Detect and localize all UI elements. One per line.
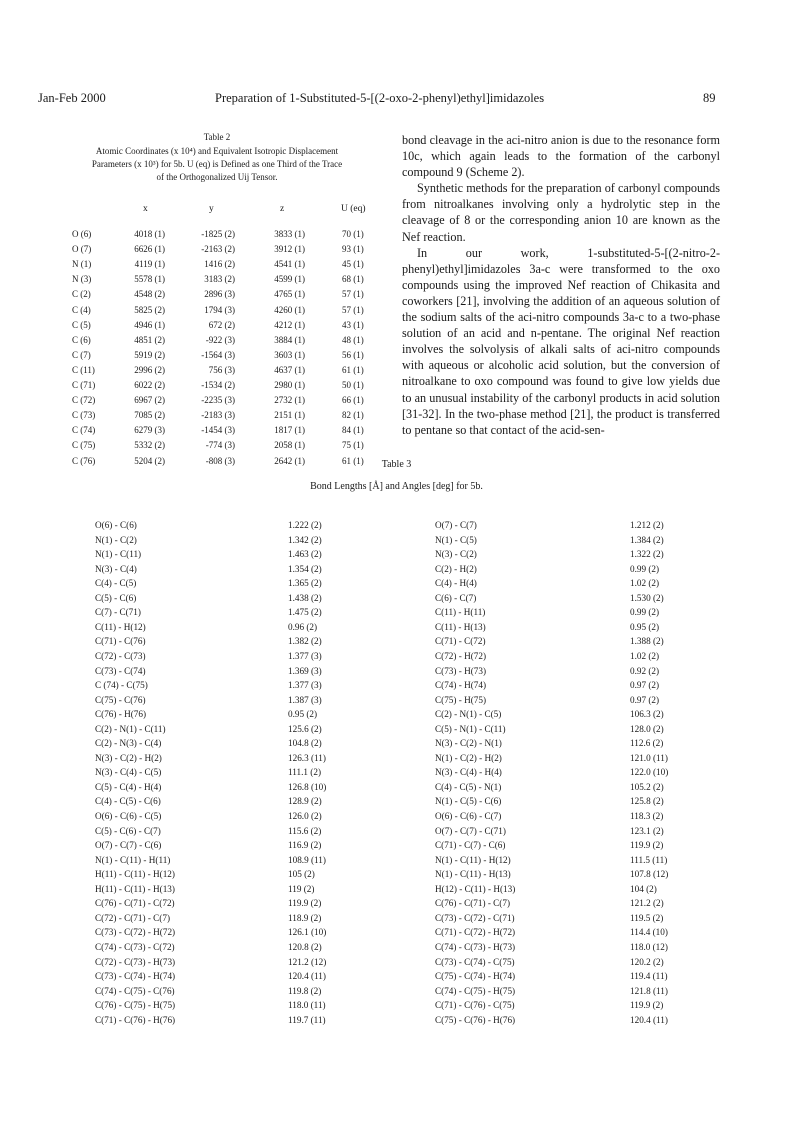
bond-value: 126.3 (11) [288,752,326,763]
coord-y: -808 (3) [205,455,235,466]
table3-row [0,724,793,738]
table3-row [0,942,793,956]
atom-label: C (4) [72,304,91,315]
bond-label: N(1) - C(2) [95,534,137,545]
bond-value: 107.8 (12) [630,869,669,880]
table3-row [0,651,793,665]
table3-row [0,535,793,549]
table3-row [0,549,793,563]
coord-y: -922 (3) [205,334,235,345]
coord-x: 2996 (2) [134,364,165,375]
bond-value: 120.4 (11) [630,1014,668,1025]
table3-row [0,811,793,825]
coord-z: 2980 (1) [274,380,305,390]
bond-value: 123.1 (2) [630,825,664,836]
ueq: 82 (1) [342,410,364,421]
coord-x: 4851 (2) [134,334,165,345]
table3-row [0,869,793,883]
bond-label: C(76) - H(76) [95,709,147,720]
ueq: 61 (1) [342,455,364,466]
ueq: 70 (1) [342,229,364,239]
ueq: 57 (1) [342,289,364,300]
bond-value: 119.9 (2) [630,1000,664,1011]
bond-value: 1.388 (2) [630,636,664,647]
bond-value: 118.0 (12) [630,941,668,952]
table2-row [0,335,400,350]
atom-label: C (72) [72,395,96,406]
coord-y: -1825 (2) [201,229,235,239]
table3-label: Table 3 [381,459,412,470]
bond-value: 121.2 (2) [630,898,664,909]
bond-value: 126.8 (10) [288,781,327,792]
atom-label: C (76) [72,455,96,466]
bond-label: N(1) - C(2) - H(2) [435,752,502,763]
table2-row [0,350,400,365]
bond-label: C(4) - C(5) - N(1) [435,781,502,792]
table2-col-y: y [209,204,214,214]
table3-row [0,607,793,621]
coord-x: 7085 (2) [134,410,165,421]
bond-value: 119.4 (11) [630,971,668,982]
table3-row [0,855,793,869]
table3-row [0,986,793,1000]
table2-row [0,395,400,410]
coord-x: 4548 (2) [134,289,165,300]
coord-z: 2732 (1) [274,395,305,406]
paragraph: In our work, 1-substituted-5-[(2-nitro-2-phenyl)ethyl]imidazoles 3a-c were transformed to the oxo compounds using the improved Nef reaction of Chikasita and coworkers [21], involving the addition of an aqueous solution of the sodium salts of the aci-nitro compounds 3a-c to a two-phase solution of an acid and n-pentane. The original Nef reaction involves the solvolysis of alkali salts of aci-nitro compounds with aqueous or alcoholic acid solution, but the conversion of nitroalkane to oxo compound was found to give low yields due to an unusual instability of the carbonyl products in acid solution [31-32]. In the two-phase method [21], the product is transferred to pentane so that contact of the acid-sen- [402,245,720,437]
coord-y: -1564 (3) [201,349,235,360]
bond-value: 1.377 (3) [288,680,322,691]
table2-label: Table 2 [203,132,231,142]
bond-value: 104.8 (2) [288,738,322,749]
bond-value: 1.377 (3) [288,650,322,661]
atom-label: C (74) [72,425,96,436]
bond-value: 0.99 (2) [630,563,660,574]
atom-label: O (7) [72,244,92,255]
table3-row [0,1000,793,1014]
bond-value: 0.95 (2) [630,621,660,632]
coord-z: 4637 (1) [274,364,305,375]
bond-value: 115.6 (2) [288,825,322,836]
bond-value: 0.95 (2) [288,709,318,720]
bond-label: N(3) - C(2) - H(2) [95,752,162,763]
bond-value: 1.365 (2) [288,578,322,589]
bond-value: 1.02 (2) [630,650,660,661]
bond-label: C(75) - C(76) - H(76) [435,1014,516,1025]
table2-row [0,305,400,320]
bond-label: C(74) - H(74) [435,680,487,691]
bond-label: C(72) - H(72) [435,650,487,661]
bond-label: C(71) - C(76) [95,636,146,647]
bond-value: 125.8 (2) [630,796,664,807]
bond-label: O(7) - C(7) [435,520,477,530]
page-number: 89 [703,91,716,105]
bond-label: C(71) - C(72) - H(72) [435,927,516,938]
bond-value: 122.0 (10) [630,767,669,778]
coord-x: 6626 (1) [134,244,165,255]
atom-label: C (73) [72,410,96,421]
bond-label: C(5) - C(4) - H(4) [95,781,162,792]
table3-caption: Bond Lengths [Å] and Angles [deg] for 5b. [310,481,483,492]
bond-value: 111.1 (2) [288,767,321,778]
coord-z: 3912 (1) [274,244,305,255]
ueq: 43 (1) [342,319,364,330]
coord-z: 4599 (1) [274,274,305,285]
bond-value: 1.438 (2) [288,592,322,603]
bond-label: C(73) - C(72) - C(71) [435,912,515,923]
table2-col-z: z [280,204,285,214]
bond-value: 120.8 (2) [288,941,322,952]
coord-z: 4212 (1) [274,319,305,330]
bond-value: 118.0 (11) [288,1000,326,1011]
bond-label: N(3) - C(4) - H(4) [435,767,502,778]
bond-value: 118.3 (2) [630,811,664,821]
bond-label: C(73) - C(72) - H(72) [95,927,176,938]
coord-x: 6279 (3) [134,425,165,436]
atom-label: C (71) [72,380,96,390]
bond-label: C(72) - C(73) - H(73) [95,956,176,967]
atom-label: C (11) [72,364,95,375]
bond-value: 128.0 (2) [630,723,664,734]
table3-row [0,826,793,840]
coord-z: 3603 (1) [274,349,305,360]
bond-label: C(2) - H(2) [435,563,477,574]
coord-x: 4119 (1) [134,259,165,270]
bond-value: 105 (2) [288,869,315,880]
body-text [402,132,720,438]
bond-label: C(74) - C(75) - H(75) [435,985,516,996]
bond-label: C(71) - C(72) [435,636,486,647]
coord-y: -1534 (2) [201,380,235,390]
coord-x: 5919 (2) [134,349,165,360]
coord-x: 5332 (2) [134,440,165,451]
coord-z: 4260 (1) [274,304,305,315]
bond-value: 121.8 (11) [630,985,668,996]
ueq: 45 (1) [342,259,364,270]
bond-label: N(1) - C(11) [95,549,142,560]
bond-value: 119.7 (11) [288,1014,326,1025]
table3-row [0,520,793,534]
bond-value: 116.9 (2) [288,840,322,851]
table2-row [0,259,400,274]
table3-row [0,680,793,694]
table3-row [0,898,793,912]
bond-label: H(12) - C(11) - H(13) [435,883,516,894]
atom-label: C (2) [72,289,91,300]
table3-row [0,957,793,971]
table3-row [0,564,793,578]
bond-value: 121.2 (12) [288,956,327,967]
bond-label: C(76) - C(71) - C(7) [435,898,511,909]
table3-row [0,593,793,607]
table2-row [0,289,400,304]
coord-z: 4765 (1) [274,289,305,300]
bond-value: 0.99 (2) [630,607,660,618]
bond-label: C(71) - C(76) - C(75) [435,1000,515,1011]
bond-label: C(73) - H(73) [435,665,487,676]
bond-label: C(2) - N(3) - C(4) [95,738,162,749]
bond-label: N(1) - C(5) - C(6) [435,796,502,807]
coord-y: 3183 (2) [204,274,235,285]
table3-row [0,1015,793,1029]
paragraph: bond cleavage in the aci-nitro anion is due to the resonance form 10c, which again leads to the formation of the carbonyl compound 9 (Scheme 2). [402,133,720,180]
bond-label: C(11) - H(13) [435,621,486,632]
coord-z: 2642 (1) [274,455,305,466]
bond-value: 118.9 (2) [288,912,322,923]
bond-value: 1.222 (2) [288,520,322,530]
bond-value: 121.0 (11) [630,752,668,763]
atom-label: N (1) [72,259,92,270]
bond-label: N(1) - C(11) - H(13) [435,869,511,880]
bond-value: 119.9 (2) [288,898,322,909]
bond-label: C (74) - C(75) [95,680,148,691]
paragraph: Synthetic methods for the preparation of carbonyl compounds from nitroalkanes involving only a hydrolytic step in the cleavage of 8 or the corresponding anion 10 are known as the Nef reaction. [402,181,720,244]
ueq: 68 (1) [342,274,364,285]
bond-label: C(76) - C(75) - H(75) [95,1000,176,1011]
bond-label: N(1) - C(11) - H(11) [95,854,171,865]
bond-label: C(74) - C(73) - C(72) [95,941,175,952]
table2-row [0,274,400,289]
coord-z: 2058 (1) [274,440,305,451]
bond-value: 119.9 (2) [630,840,664,851]
ueq: 75 (1) [342,440,364,451]
coord-y: -774 (3) [205,440,235,451]
ueq: 66 (1) [342,395,364,406]
bond-value: 1.463 (2) [288,549,322,560]
bond-value: 1.354 (2) [288,563,322,574]
bond-label: H(11) - C(11) - H(12) [95,869,175,880]
bond-value: 1.382 (2) [288,636,322,647]
coord-y: 1794 (3) [204,304,235,315]
bond-value: 112.6 (2) [630,738,664,749]
table2-col-x: x [143,204,148,214]
coord-y: -2235 (3) [201,395,235,406]
running-header-title: Preparation of 1-Substituted-5-[(2-oxo-2-phenyl)ethyl]imidazoles [215,91,545,105]
atom-label: C (7) [72,349,91,360]
atom-label: N (3) [72,274,92,285]
bond-value: 0.97 (2) [630,680,660,691]
bond-label: O(7) - C(7) - C(6) [95,840,162,851]
bond-value: 1.212 (2) [630,520,664,530]
ueq: 93 (1) [342,244,364,255]
table3-row [0,695,793,709]
ueq: 50 (1) [342,380,364,390]
bond-label: N(3) - C(4) [95,563,137,574]
bond-value: 1.384 (2) [630,534,664,545]
bond-value: 0.97 (2) [630,694,660,705]
table3-row [0,578,793,592]
bond-value: 1.322 (2) [630,549,664,560]
bond-value: 125.6 (2) [288,723,322,734]
bond-label: C(11) - H(11) [435,607,486,618]
bond-label: C(73) - C(74) [95,665,146,676]
bond-label: C(75) - H(75) [435,694,487,705]
bond-value: 1.387 (3) [288,694,322,705]
table3-row [0,971,793,985]
table2-caption-line: of the Orthogonalized Uij Tensor. [156,172,278,182]
coord-z: 2151 (1) [274,410,305,421]
coord-z: 4541 (1) [274,259,305,270]
coord-y: 1416 (2) [204,259,235,270]
coord-y: -1454 (3) [201,425,235,436]
coord-x: 4946 (1) [134,319,165,330]
atom-label: O (6) [72,229,92,239]
bond-label: C(73) - C(74) - H(74) [95,971,176,982]
table2-row [0,244,400,259]
bond-label: N(1) - C(5) [435,534,477,545]
bond-value: 1.369 (3) [288,665,322,676]
bond-label: C(75) - C(74) - H(74) [435,971,516,982]
table3-row [0,666,793,680]
bond-value: 114.4 (10) [630,927,668,938]
bond-value: 1.02 (2) [630,578,660,589]
bond-label: C(6) - C(7) [435,592,477,603]
table2-row [0,365,400,380]
bond-value: 0.96 (2) [288,621,318,632]
bond-value: 119.5 (2) [630,912,664,923]
table3-row [0,709,793,723]
atom-label: C (5) [72,319,91,330]
bond-label: C(5) - N(1) - C(11) [435,723,506,734]
bond-label: O(6) - C(6) [95,520,137,530]
coord-z: 1817 (1) [274,425,305,436]
bond-label: N(3) - C(4) - C(5) [95,767,162,778]
bond-label: O(6) - C(6) - C(5) [95,811,162,821]
bond-value: 120.2 (2) [630,956,664,967]
bond-value: 126.0 (2) [288,811,322,821]
ueq: 57 (1) [342,304,364,315]
bond-value: 126.1 (10) [288,927,327,938]
table3-row [0,927,793,941]
bond-label: H(11) - C(11) - H(13) [95,883,175,894]
bond-value: 119.8 (2) [288,985,322,996]
running-header-date: Jan-Feb 2000 [38,91,106,105]
bond-label: N(1) - C(11) - H(12) [435,854,511,865]
bond-label: C(72) - C(71) - C(7) [95,912,171,923]
bond-label: O(7) - C(7) - C(71) [435,825,506,836]
bond-label: C(5) - C(6) - C(7) [95,825,161,836]
bond-label: C(2) - N(1) - C(5) [435,709,502,720]
coord-x: 5825 (2) [134,304,165,315]
bond-value: 0.92 (2) [630,665,660,676]
bond-value: 1.475 (2) [288,607,322,618]
bond-label: C(11) - H(12) [95,621,146,632]
bond-label: C(72) - C(73) [95,650,146,661]
bond-label: O(6) - C(6) - C(7) [435,811,502,821]
bond-label: C(4) - H(4) [435,578,477,589]
table3-row [0,884,793,898]
table2-row [0,425,400,440]
coord-x: 6022 (2) [134,380,165,390]
bond-label: C(4) - C(5) [95,578,137,589]
bond-label: C(4) - C(5) - C(6) [95,796,161,807]
bond-label: C(75) - C(76) [95,694,146,705]
ueq: 61 (1) [342,364,364,375]
table3-row [0,622,793,636]
bond-label: N(3) - C(2) - N(1) [435,738,502,749]
table2-caption-line: Parameters (x 10³) for 5b. U (eq) is Defined as one Third of the Trace [91,159,343,169]
table2-col-ueq: U (eq) [341,204,366,214]
table3-row [0,796,793,810]
coord-x: 6967 (2) [134,395,165,406]
bond-value: 108.9 (11) [288,854,326,865]
atom-label: C (6) [72,334,91,345]
bond-label: C(71) - C(76) - H(76) [95,1014,176,1025]
coord-z: 3833 (1) [274,229,305,239]
coord-x: 4018 (1) [134,229,165,239]
table2-row [0,229,400,244]
bond-label: C(74) - C(73) - H(73) [435,941,516,952]
ueq: 48 (1) [342,334,364,345]
coord-y: 2896 (3) [204,289,235,300]
table3-row [0,767,793,781]
coord-x: 5578 (1) [134,274,165,285]
bond-value: 104 (2) [630,883,657,894]
table2-caption-line: Atomic Coordinates (x 10⁴) and Equivalent Isotropic Displacement [95,146,339,156]
table3-row [0,753,793,767]
table3-row [0,738,793,752]
bond-value: 106.3 (2) [630,709,664,720]
coord-y: -2163 (2) [201,244,235,255]
table2-row [0,380,400,395]
table3-row [0,840,793,854]
bond-value: 120.4 (11) [288,971,326,982]
coord-z: 3884 (1) [274,334,305,345]
bond-label: C(76) - C(71) - C(72) [95,898,175,909]
table3-row [0,913,793,927]
bond-label: N(3) - C(2) [435,549,477,560]
ueq: 84 (1) [342,425,364,436]
ueq: 56 (1) [342,349,364,360]
bond-value: 119 (2) [288,883,315,894]
coord-y: -2183 (3) [201,410,235,421]
bond-label: C(5) - C(6) [95,592,137,603]
table3-row [0,782,793,796]
coord-x: 5204 (2) [134,455,165,466]
table2-row [0,440,400,455]
table2-row [0,320,400,335]
bond-value: 111.5 (11) [630,854,668,865]
bond-label: C(7) - C(71) [95,607,141,618]
table2-row [0,410,400,425]
coord-y: 672 (2) [208,319,235,330]
bond-label: C(74) - C(75) - C(76) [95,985,175,996]
bond-value: 105.2 (2) [630,781,664,792]
atom-label: C (75) [72,440,96,451]
bond-label: C(2) - N(1) - C(11) [95,723,166,734]
table3-row [0,636,793,650]
bond-value: 1.342 (2) [288,534,322,545]
bond-label: C(73) - C(74) - C(75) [435,956,515,967]
table2-caption [42,145,392,184]
coord-y: 756 (3) [208,364,235,375]
bond-value: 1.530 (2) [630,592,664,603]
bond-label: C(71) - C(7) - C(6) [435,840,506,851]
bond-value: 128.9 (2) [288,796,322,807]
